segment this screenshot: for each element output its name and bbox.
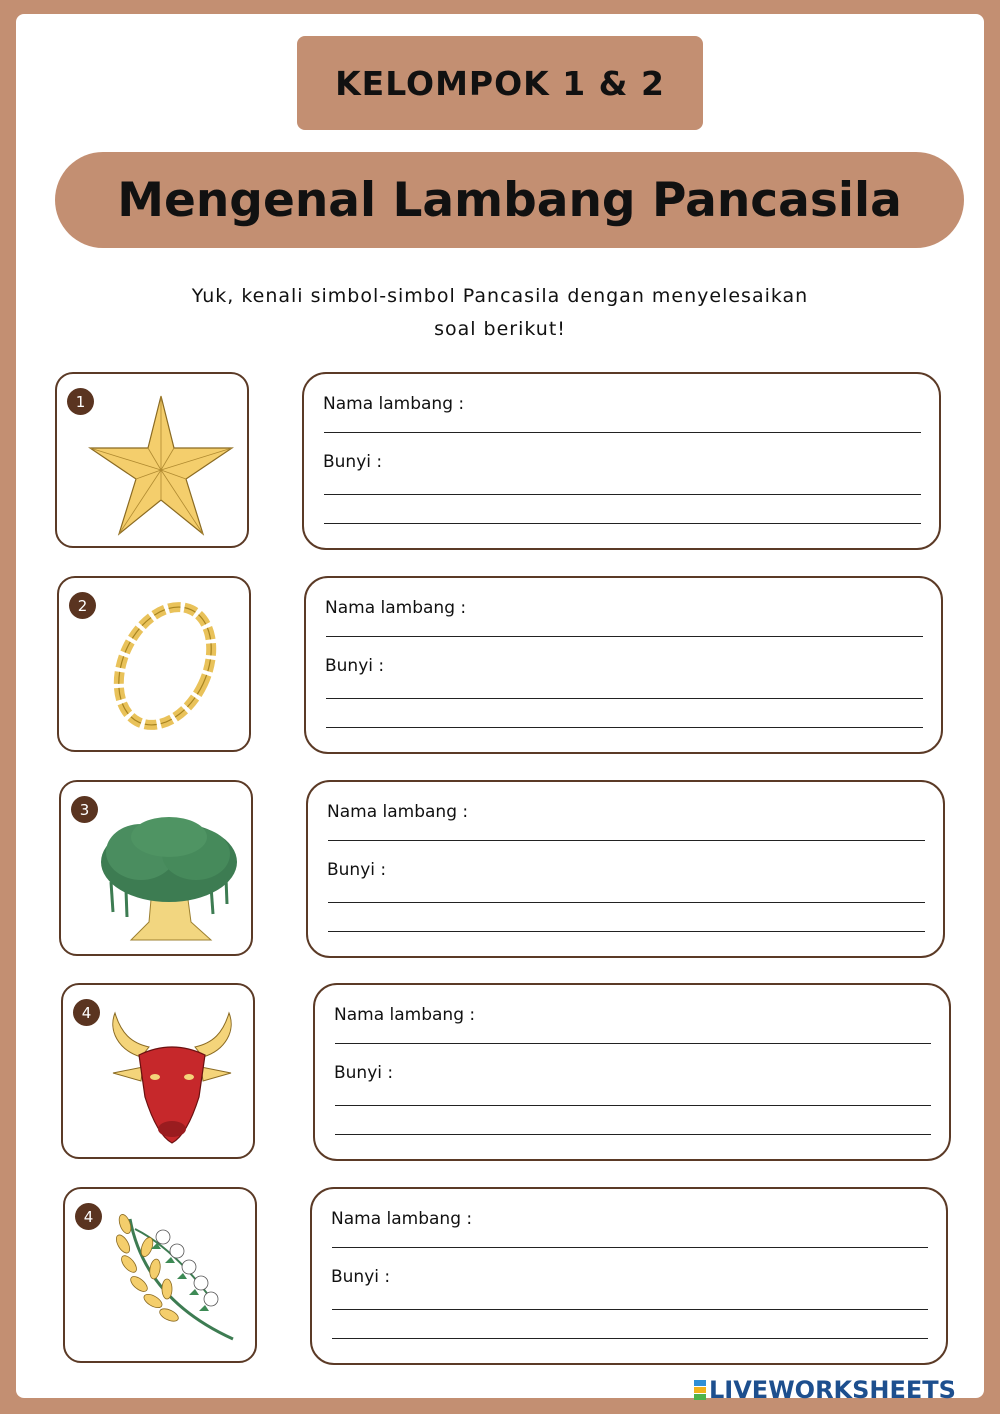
symbol-card-4 (61, 983, 255, 1159)
name-answer-line[interactable] (324, 432, 921, 433)
sound-answer-line-2[interactable] (335, 1134, 931, 1135)
answer-card-5 (310, 1187, 948, 1365)
brand-text: LIVEWORKSHEETS (709, 1376, 956, 1404)
sound-answer-line-2[interactable] (326, 727, 923, 728)
symbol-card-2 (57, 576, 251, 752)
bull-head-icon (63, 985, 257, 1161)
group-badge (297, 36, 703, 130)
intro-text (110, 280, 890, 346)
intro-line-1: Yuk, kenali simbol-simbol Pancasila dengan menyelesaikan (191, 285, 809, 307)
name-answer-line[interactable] (335, 1043, 931, 1044)
chain-icon (59, 578, 253, 754)
rice-cotton-icon (65, 1189, 259, 1365)
logo-icon (694, 1380, 706, 1400)
item-number-badge: 1 (67, 388, 94, 415)
item-number-badge: 2 (69, 592, 96, 619)
name-label: Nama lambang : (331, 1209, 473, 1229)
sound-answer-line-1[interactable] (335, 1105, 931, 1106)
item-number-badge: 3 (71, 796, 98, 823)
sound-label: Bunyi : (327, 860, 387, 880)
sound-answer-line-2[interactable] (328, 931, 925, 932)
sound-answer-line-1[interactable] (326, 698, 923, 699)
sound-answer-line-1[interactable] (328, 902, 925, 903)
name-label: Nama lambang : (327, 802, 469, 822)
intro-line-2: soal berikut! (434, 318, 566, 340)
sound-label: Bunyi : (323, 452, 383, 472)
symbol-card-5 (63, 1187, 257, 1363)
sound-label: Bunyi : (325, 656, 385, 676)
group-label: KELOMPOK 1 & 2 (335, 63, 665, 103)
banyan-tree-icon (61, 782, 255, 958)
liveworksheets-logo[interactable] (694, 1377, 956, 1403)
name-label: Nama lambang : (325, 598, 467, 618)
name-answer-line[interactable] (326, 636, 923, 637)
symbol-card-1 (55, 372, 249, 548)
symbol-card-3 (59, 780, 253, 956)
name-label: Nama lambang : (334, 1005, 476, 1025)
item-number-badge: 4 (73, 999, 100, 1026)
answer-card-1 (302, 372, 941, 550)
sound-answer-line-2[interactable] (324, 523, 921, 524)
answer-card-4 (313, 983, 951, 1161)
item-number-badge: 4 (75, 1203, 102, 1230)
sound-answer-line-2[interactable] (332, 1338, 928, 1339)
title-banner (55, 152, 964, 248)
sound-label: Bunyi : (331, 1267, 391, 1287)
name-answer-line[interactable] (328, 840, 925, 841)
answer-card-3 (306, 780, 945, 958)
name-answer-line[interactable] (332, 1247, 928, 1248)
name-label: Nama lambang : (323, 394, 465, 414)
sound-answer-line-1[interactable] (332, 1309, 928, 1310)
sound-answer-line-1[interactable] (324, 494, 921, 495)
sound-label: Bunyi : (334, 1063, 394, 1083)
answer-card-2 (304, 576, 943, 754)
star-icon (57, 374, 251, 550)
page-title: Mengenal Lambang Pancasila (117, 172, 902, 228)
